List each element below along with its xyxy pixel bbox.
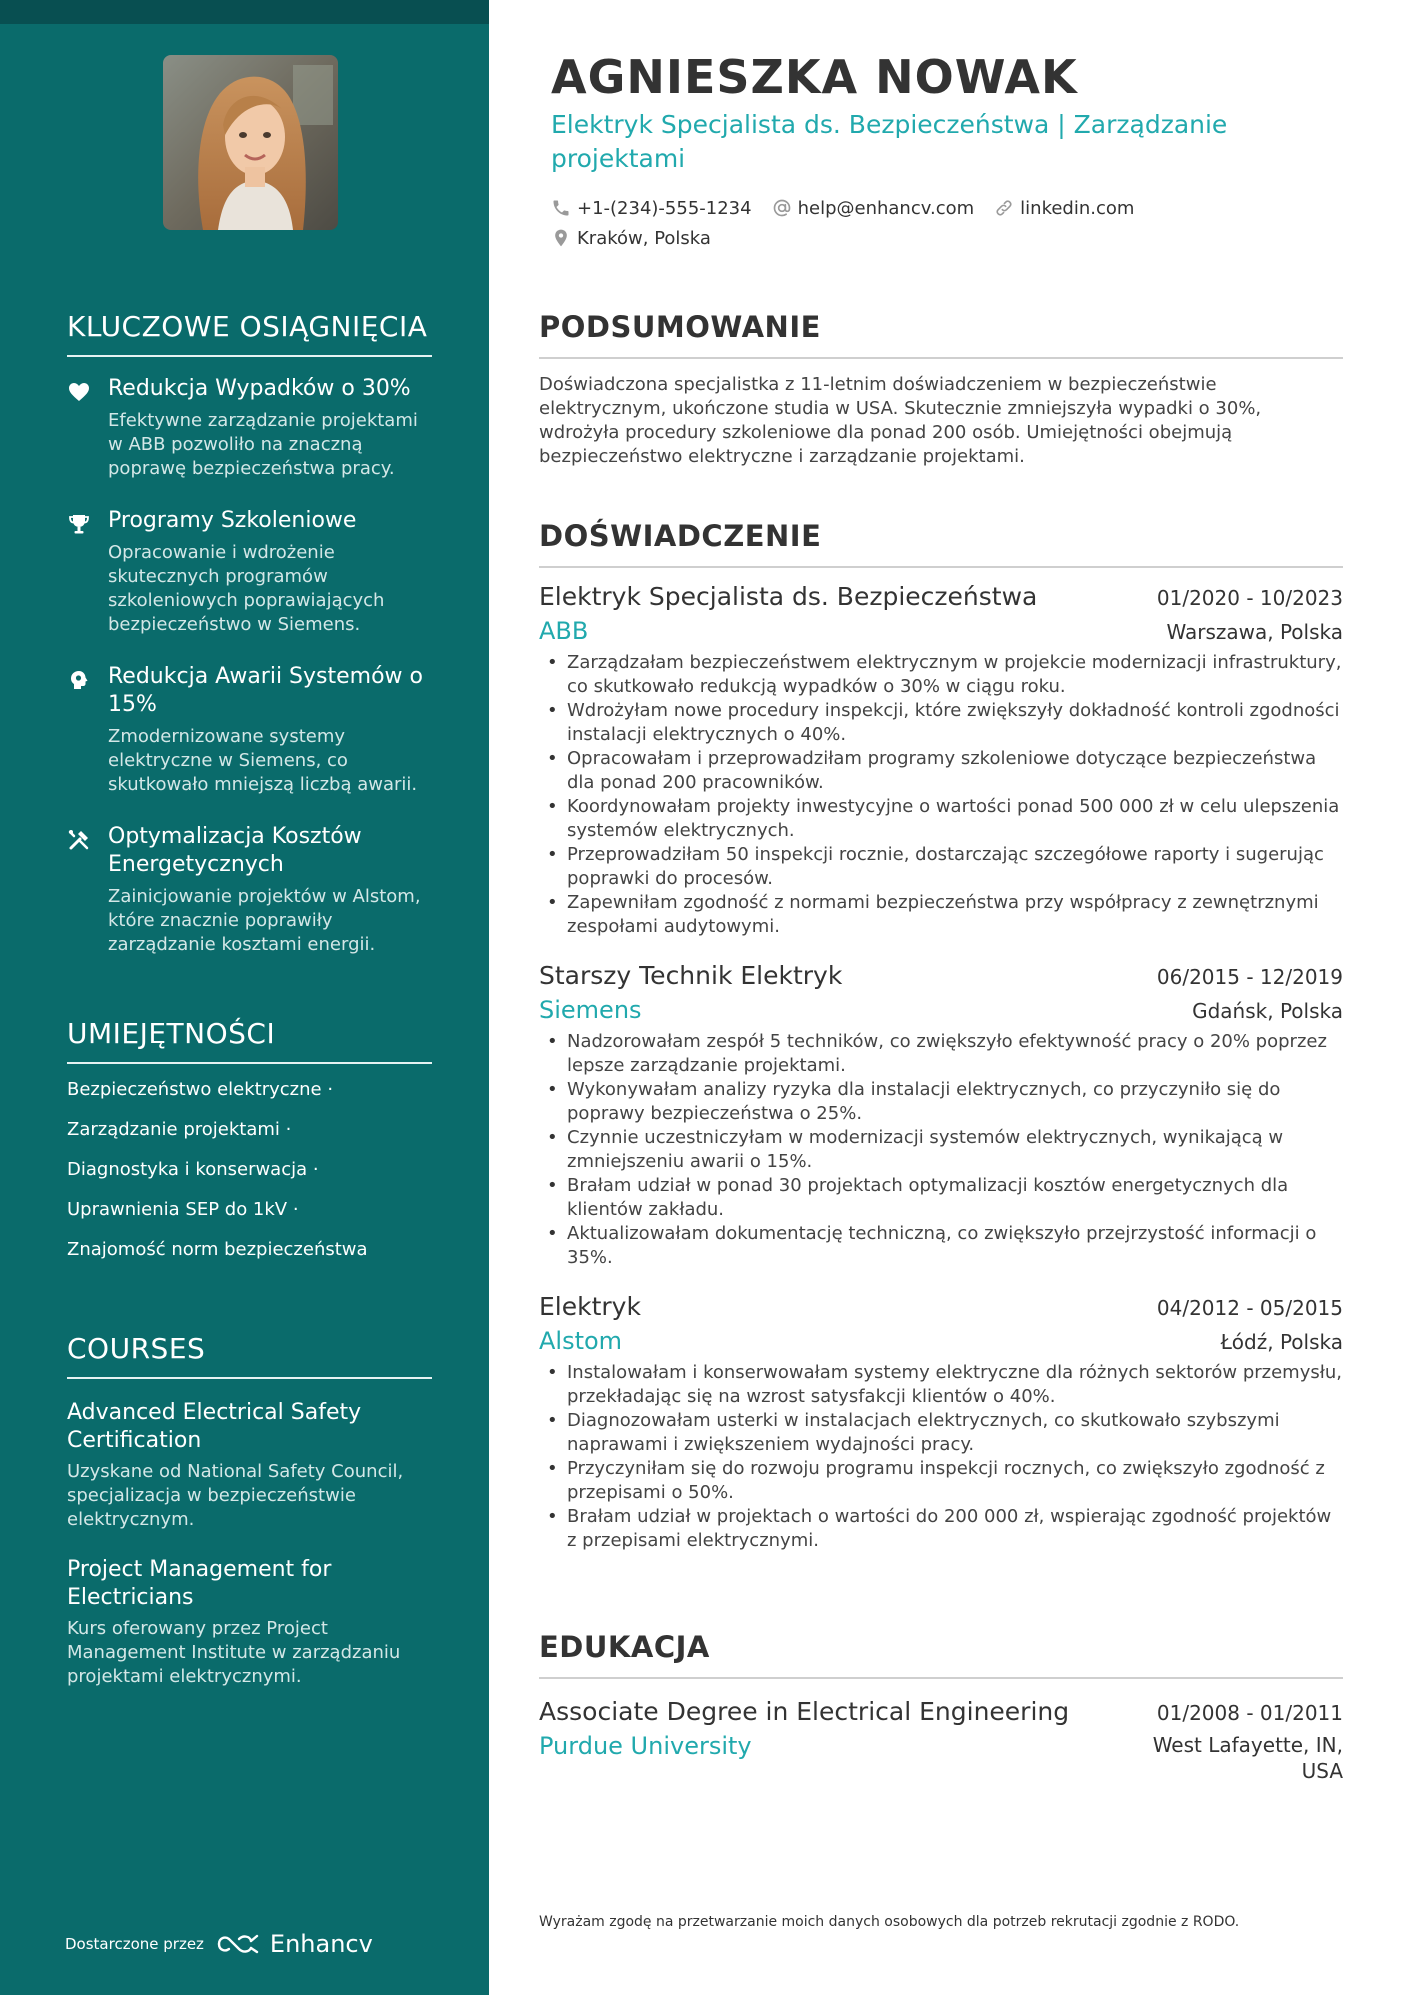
skill-item: Diagnostyka i konserwacja · (67, 1159, 319, 1180)
job-title: Elektryk Specjalista ds. Bezpieczeństwa (539, 582, 1038, 611)
job-bullet: • Wykonywałam analizy ryzyka dla instalacji elektrycznych, co przyczyniło się do poprawy bezpieczeństwa o 25%. (539, 1078, 1343, 1126)
job-location: Łódź, Polska (1220, 1330, 1343, 1354)
candidate-name: AGNIESZKA NOWAK (551, 50, 1078, 104)
job-location: Gdańsk, Polska (1192, 999, 1343, 1023)
skill-item: Znajomość norm bezpieczeństwa (67, 1239, 368, 1260)
experience-heading: DOŚWIADCZENIE (539, 519, 1343, 568)
skill-item: Bezpieczeństwo elektryczne · (67, 1079, 334, 1100)
job-bullet: • Przyczyniłam się do rozwoju programu inspekcji rocznych, co zwiększyło zgodność z przepisami o 50%. (539, 1457, 1343, 1505)
achievement-description: Efektywne zarządzanie projektami w ABB pozwoliło na znaczną poprawę bezpieczeństwa pracy. (108, 410, 418, 479)
achievement-title: Programy Szkoleniowe (108, 508, 357, 533)
contact-info (551, 193, 1341, 253)
achievement-item (67, 507, 432, 637)
job-bullet: • Zarządzałam bezpieczeństwem elektrycznym w projekcie modernizacji infrastruktury, co skutkowało redukcją wypadków o 30% w ciągu roku. (539, 651, 1343, 699)
achievement-item (67, 823, 432, 957)
email-text: help@enhancv.com (797, 197, 975, 219)
phone-contact[interactable] (551, 198, 752, 219)
job-bullet: • Aktualizowałam dokumentację techniczną, co zwiększyło przejrzystość informacji o 35%. (539, 1222, 1343, 1270)
skill-item: Uprawnienia SEP do 1kV · (67, 1199, 299, 1220)
job-company: Alstom (539, 1327, 623, 1355)
job-bullet: • Zapewniłam zgodność z normami bezpieczeństwa przy współpracy z zewnętrznymi zespołami audytowymi. (539, 891, 1343, 939)
profile-photo-image (163, 55, 338, 230)
job-dates: 01/2020 - 10/2023 (1156, 586, 1343, 610)
job-bullet: • Czynnie uczestniczyłam w modernizacji systemów elektrycznych, wynikającą w zmniejszeniu awarii o 15%. (539, 1126, 1343, 1174)
job-bullet: • Opracowałam i przeprowadziłam programy szkoleniowe dotyczące bezpieczeństwa dla ponad 200 pracowników. (539, 747, 1343, 795)
job-bullets (539, 651, 1343, 939)
course-item (67, 1399, 432, 1532)
trophy-icon (67, 512, 91, 536)
enhancv-brand-name: Enhancv (269, 1930, 373, 1958)
job-bullet: • Brałam udział w ponad 30 projektach optymalizacji kosztów energetycznych dla klientów zakładu. (539, 1174, 1343, 1222)
gdpr-consent: Wyrażam zgodę na przetwarzanie moich danych osobowych dla potrzeb rekrutacji zgodnie z RODO. (539, 1914, 1240, 1930)
enhancv-logo[interactable] (216, 1930, 373, 1958)
summary-text: Doświadczona specjalistka z 11-letnim doświadczeniem w bezpieczeństwie elektrycznym, ukończone studia w USA. Skutecznie zmniejszyła wypadki o 30%, wdrożyła procedury szkoleniowe dla ponad 200 osób. Umiejętności obejmują bezpieczeństwo elektryczne i zarządzanie projektami. (539, 374, 1262, 467)
job-bullet: • Przeprowadziłam 50 inspekcji rocznie, dostarczając szczegółowe raporty i sugerując poprawki do procesów. (539, 843, 1343, 891)
education-section (539, 1630, 1343, 1784)
at-icon (772, 198, 792, 218)
job-bullet: • Wdrożyłam nowe procedury inspekcji, które zwiększyły dokładność kontroli zgodności instalacji elektrycznych o 40%. (539, 699, 1343, 747)
education-heading: EDUKACJA (539, 1630, 1343, 1679)
job-title: Starszy Technik Elektryk (539, 961, 843, 990)
job-bullet: • Nadzorowałam zespół 5 techników, co zwiększyło efektywność pracy o 20% poprzez lepsze zarządzanie projektami. (539, 1030, 1343, 1078)
job-entry (539, 582, 1343, 939)
course-title: Project Management for Electricians (67, 1557, 332, 1610)
job-bullet: • Diagnozowałam usterki w instalacjach elektrycznych, co skutkowało szybszymi naprawami i zwiększeniem wydajności pracy. (539, 1409, 1343, 1457)
email-contact[interactable] (772, 198, 975, 219)
education-school: Purdue University (539, 1732, 752, 1760)
powered-by-label: Dostarczone przez (65, 1935, 204, 1953)
sidebar (0, 0, 489, 1995)
course-title: Advanced Electrical Safety Certification (67, 1400, 362, 1453)
skills-list (67, 1078, 432, 1262)
achievements-heading: KLUCZOWE OSIĄGNIĘCIA (67, 310, 432, 357)
tools-icon (67, 828, 91, 852)
candidate-headline: Elektryk Specjalista ds. Bezpieczeństwa | Zarządzanie projektami (551, 110, 1228, 173)
job-entry (539, 961, 1343, 1270)
job-dates: 04/2012 - 05/2015 (1156, 1296, 1343, 1320)
education-location: West Lafayette, IN, USA (1152, 1733, 1343, 1783)
courses-section (67, 1332, 432, 1689)
summary-section (539, 310, 1343, 469)
brain-icon (67, 668, 91, 692)
courses-heading: COURSES (67, 1332, 432, 1379)
education-dates: 01/2008 - 01/2011 (1156, 1701, 1343, 1725)
job-title: Elektryk (539, 1292, 641, 1321)
job-bullet: • Brałam udział w projektach o wartości do 200 000 zł, wspierając zgodność projektów z przepisami elektrycznymi. (539, 1505, 1343, 1553)
job-bullet: • Instalowałam i konserwowałam systemy elektryczne dla różnych sektorów przemysłu, przekładając się na wzrost satysfakcji klientów o 40%. (539, 1361, 1343, 1409)
job-location: Warszawa, Polska (1166, 620, 1343, 644)
achievements-section (67, 310, 432, 957)
course-description: Uzyskane od National Safety Council, specjalizacja w bezpieczeństwie elektrycznym. (67, 1461, 404, 1530)
achievement-title: Redukcja Awarii Systemów o 15% (108, 664, 424, 717)
link-icon (994, 198, 1014, 218)
location-contact (551, 228, 711, 249)
location-pin-icon (551, 228, 571, 248)
achievement-description: Opracowanie i wdrożenie skutecznych programów szkoleniowych poprawiających bezpieczeństwo w Siemens. (108, 542, 385, 635)
phone-icon (551, 198, 571, 218)
linkedin-text: linkedin.com (1020, 197, 1135, 219)
education-degree: Associate Degree in Electrical Engineering (539, 1697, 1070, 1726)
achievement-description: Zmodernizowane systemy elektryczne w Siemens, co skutkowało mniejszą liczbą awarii. (108, 726, 418, 795)
skill-item: Zarządzanie projektami · (67, 1119, 292, 1140)
job-company: ABB (539, 617, 589, 645)
linkedin-contact[interactable] (994, 198, 1134, 219)
achievement-item (67, 663, 432, 797)
job-entry (539, 1292, 1343, 1553)
job-bullet: • Koordynowałam projekty inwestycyjne o wartości ponad 500 000 zł w celu ulepszenia systemów elektrycznych. (539, 795, 1343, 843)
skills-heading: UMIEJĘTNOŚCI (67, 1017, 432, 1064)
powered-by (65, 1930, 373, 1958)
achievement-title: Redukcja Wypadków o 30% (108, 376, 411, 401)
sidebar-top-bar (0, 0, 489, 24)
experience-section (539, 519, 1343, 1553)
achievement-title: Optymalizacja Kosztów Energetycznych (108, 824, 362, 877)
profile-photo (163, 55, 338, 230)
job-company: Siemens (539, 996, 642, 1024)
job-bullets (539, 1361, 1343, 1553)
course-description: Kurs oferowany przez Project Management Institute w zarządzaniu projektami elektrycznymi. (67, 1618, 401, 1687)
job-bullets (539, 1030, 1343, 1270)
job-dates: 06/2015 - 12/2019 (1156, 965, 1343, 989)
skills-section (67, 1017, 432, 1278)
achievement-description: Zainicjowanie projektów w Alstom, które znacznie poprawiły zarządzanie kosztami energii. (108, 886, 421, 955)
location-text: Kraków, Polska (577, 227, 711, 249)
achievement-item (67, 375, 432, 481)
course-item (67, 1556, 432, 1689)
phone-text: +1-(234)-555-1234 (577, 197, 752, 219)
heart-icon (67, 380, 91, 404)
enhancv-logo-icon (216, 1932, 262, 1956)
summary-heading: PODSUMOWANIE (539, 310, 1343, 359)
